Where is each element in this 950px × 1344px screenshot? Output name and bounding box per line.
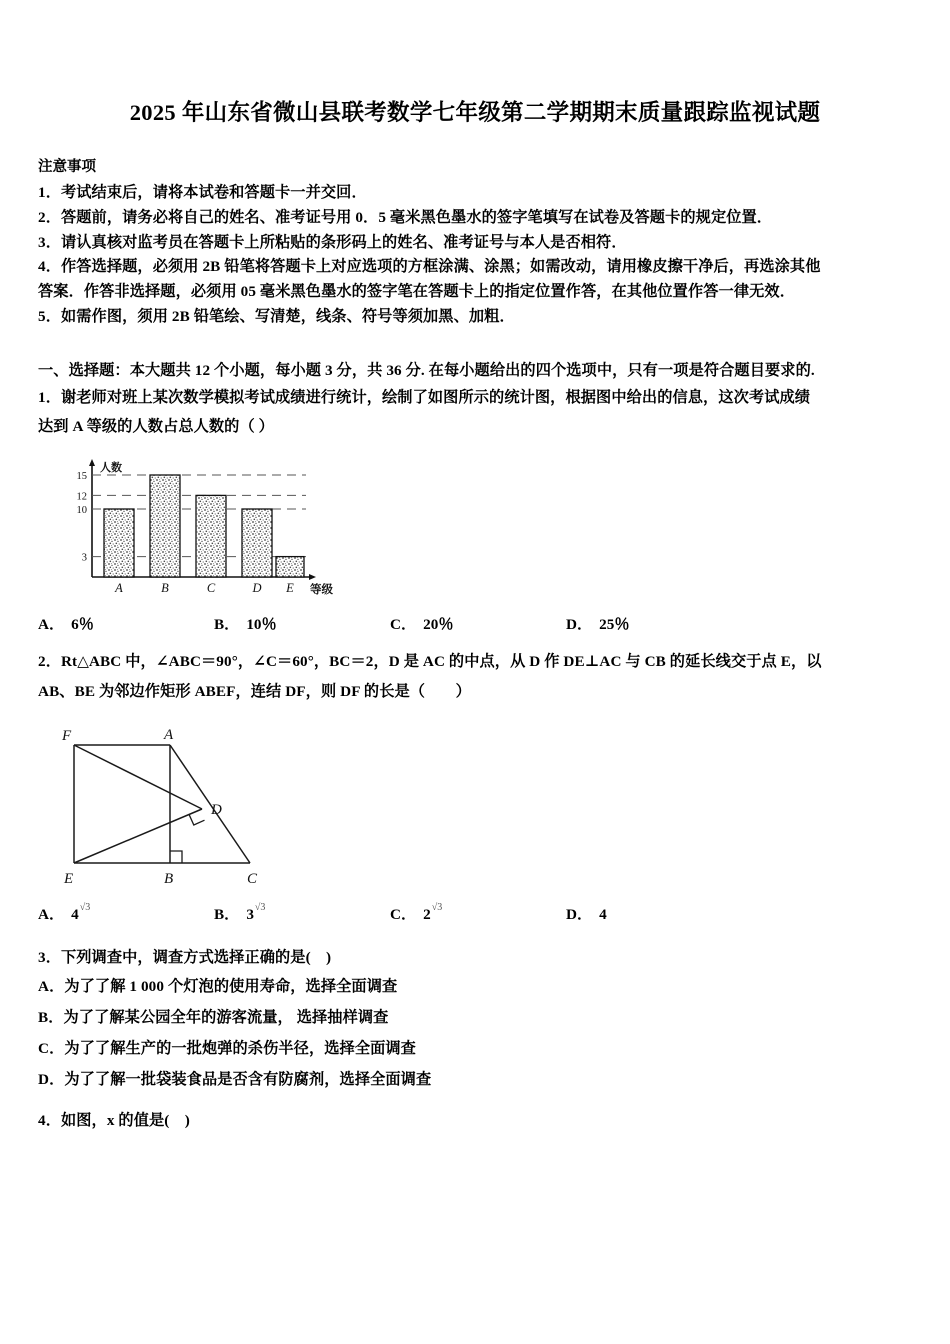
question-1-option-c[interactable] <box>390 613 566 634</box>
option-value: 25％ <box>599 615 630 633</box>
option-radical: √3 <box>254 901 266 913</box>
question-3-option-d[interactable]: D．为了了解一批袋装食品是否含有防腐剂，选择全面调查 <box>38 1071 432 1088</box>
option-value: 2 <box>423 905 431 923</box>
vertex-label-D: D <box>211 801 222 818</box>
bar-chart-svg <box>60 455 390 605</box>
question-3-option-a[interactable]: A．为了了解 1 000 个灯泡的使用寿命，选择全面调查 <box>38 977 398 995</box>
vertex-label-E: E <box>64 870 74 887</box>
question-1-stem-line1: 1．谢老师对班上某次数学模拟考试成绩进行统计，绘制了如图所示的统计图，根据图中给出的信息，这次考试成绩 <box>38 388 811 406</box>
x-tick-label-D: D <box>252 580 262 595</box>
vertex-label-A: A <box>164 726 174 743</box>
question-2-option-b[interactable] <box>214 903 390 924</box>
option-label: D． <box>566 615 593 633</box>
bar-B <box>150 475 180 577</box>
vertex-label-F: F <box>62 727 72 744</box>
notice-item: 答案．作答非选择题，必须用 05 毫米黑色墨水的签字笔在答题卡上的指定位置作答，在其他位置作答一律无效． <box>38 282 795 300</box>
option-value: 20％ <box>423 615 454 633</box>
notice-item: 5．如需作图，须用 2B 铅笔绘、写清楚，线条、符号等须加黑、加粗． <box>38 307 515 325</box>
segment-AC <box>170 745 250 863</box>
vertex-label-C: C <box>247 870 258 887</box>
bar-E <box>276 556 304 576</box>
notice-item: 4．作答选择题，必须用 2B 铅笔将答题卡上对应选项的方框涂满、涂黑；如需改动，请用橡皮擦干净后，再选涂其他 <box>38 258 821 276</box>
option-label: A． <box>38 905 65 923</box>
notice-section <box>38 156 912 329</box>
option-value: 10％ <box>246 615 277 633</box>
option-value: 6％ <box>71 615 94 633</box>
bar-C <box>196 495 226 577</box>
option-value: 3 <box>246 905 254 923</box>
y-tick-label-3: 3 <box>81 552 87 564</box>
question-1-bar-chart <box>60 455 390 605</box>
right-angle-mark-B <box>170 851 182 863</box>
x-tick-label-C: C <box>206 580 216 595</box>
option-label: C． <box>390 615 417 633</box>
y-tick-label-15: 15 <box>76 470 87 482</box>
y-tick-label-12: 12 <box>76 491 87 503</box>
question-2-option-d[interactable] <box>566 903 607 924</box>
question-2-stem-line2: AB、BE 为邻边作矩形 ABEF，连结 DF，则 DF 的长是（ ） <box>38 682 471 700</box>
geometry-svg <box>52 723 282 891</box>
x-tick-label-B: B <box>161 580 169 595</box>
section-heading-choice: 一、选择题：本大题共 12 个小题，每小题 3 分，共 36 分. 在每小题给出的四个选项中，只有一项是符合题目要求的. <box>38 362 815 380</box>
y-tick-label-10: 10 <box>76 504 87 516</box>
question-3-stem: 3．下列调查中，调查方式选择正确的是( ) <box>38 948 332 966</box>
notice-item: 1．考试结束后，请将本试卷和答题卡一并交回． <box>38 184 367 202</box>
question-1-stem-line2: 达到 A 等级的人数占总人数的（ ） <box>38 418 274 436</box>
question-2-options <box>38 903 912 924</box>
notice-item: 3．请认真核对监考员在答题卡上所粘贴的条形码上的姓名、准考证号与本人是否相符． <box>38 233 627 251</box>
question-2-geometry-figure <box>52 723 282 891</box>
option-label: C． <box>390 905 417 923</box>
x-axis-arrow <box>309 574 316 580</box>
bar-A <box>104 509 134 577</box>
y-axis-arrow <box>89 459 95 466</box>
question-1-option-a[interactable] <box>38 613 214 634</box>
question-3-option-b[interactable]: B．为了了解某公园全年的游客流量， 选择抽样调查 <box>38 1008 389 1026</box>
x-tick-label-A: A <box>115 580 123 595</box>
y-axis-title: 人数 <box>100 461 122 474</box>
question-3-option-c[interactable]: C．为了了解生产的一批炮弹的杀伤半径，选择全面调查 <box>38 1039 416 1057</box>
bar-D <box>242 509 272 577</box>
option-label: A． <box>38 615 65 633</box>
option-radical: √3 <box>431 901 443 913</box>
question-2-option-a[interactable] <box>38 903 214 924</box>
segment-ED <box>74 809 202 863</box>
option-value: 4 <box>71 905 79 923</box>
question-1-option-b[interactable] <box>214 613 390 634</box>
question-1-option-d[interactable] <box>566 613 630 634</box>
right-angle-mark-D <box>189 814 205 825</box>
page-title: 2025 年山东省微山县联考数学七年级第二学期期末质量跟踪监视试题 <box>129 100 821 125</box>
question-4-stem: 4．如图，x 的值是( ) <box>38 1112 190 1130</box>
option-label: B． <box>214 615 240 633</box>
x-axis-title: 等级 <box>310 583 333 596</box>
vertex-label-B: B <box>164 870 174 887</box>
option-value: 4 <box>599 905 607 923</box>
question-2-stem-line1: 2．Rt△ABC 中，∠ABC＝90°，∠C＝60°，BC＝2，D 是 AC 的中点，从 D 作 DE⊥AC 与 CB 的延长线交于点 E，以 <box>38 652 822 670</box>
x-tick-label-E: E <box>286 580 294 595</box>
notice-heading: 注意事项 <box>38 159 96 175</box>
segment-FD <box>74 745 202 809</box>
question-2-option-c[interactable] <box>390 903 566 924</box>
option-label: B． <box>214 905 240 923</box>
option-label: D． <box>566 905 593 923</box>
notice-item: 2．答题前，请务必将自己的姓名、准考证号用 0．5 毫米黑色墨水的签字笔填写在试卷及答题卡的规定位置． <box>38 209 773 227</box>
option-radical: √3 <box>79 901 91 913</box>
question-1-options <box>38 613 912 634</box>
